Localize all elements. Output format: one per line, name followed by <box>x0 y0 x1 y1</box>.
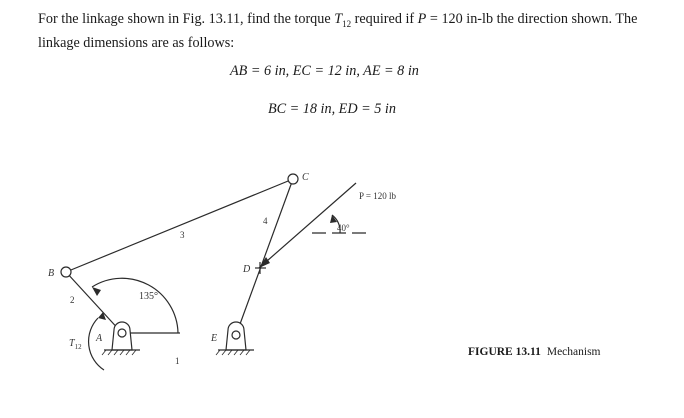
problem-statement <box>38 10 658 53</box>
dimensions-equation-2: BC = 18 in, ED = 5 in <box>268 101 396 117</box>
joint-c <box>288 174 298 184</box>
label-link-4: 4 <box>263 216 268 226</box>
dimensions-equation-1: AB = 6 in, EC = 12 in, AE = 8 in <box>230 63 419 79</box>
label-link-3: 3 <box>180 230 185 240</box>
force-p-label: P = 120 lb <box>359 191 396 201</box>
label-link-1: 1 <box>175 356 180 366</box>
link-3-bc <box>66 179 293 272</box>
problem-text-1: For the linkage shown in Fig. 13.11, find the torque <box>38 11 335 27</box>
force-symbol-text: P <box>417 11 427 27</box>
torque-label-symbol: T <box>69 338 75 349</box>
joint-b <box>61 267 71 277</box>
link-4-ec <box>236 179 293 335</box>
angle-135-arc <box>92 278 178 333</box>
label-d: D <box>243 264 251 275</box>
torque-label <box>69 338 82 351</box>
label-link-2: 2 <box>70 295 75 305</box>
ground-support-e <box>218 322 254 350</box>
problem-text-2: required if <box>351 11 418 27</box>
torque-label-subscript: 12 <box>74 343 82 351</box>
torque-symbol-text: T <box>334 11 343 27</box>
torque-arrowhead <box>98 312 106 320</box>
force-angle-label: 40° <box>337 223 350 233</box>
problem-text-3: = 120 in-lb the direction shown. The linkage dimensions are as follows: <box>38 11 638 51</box>
torque-arc <box>89 318 104 370</box>
label-e: E <box>211 333 218 344</box>
figure-caption-title: Mechanism <box>546 346 601 358</box>
angle-arrowhead <box>92 287 101 296</box>
mechanism-figure <box>0 150 684 418</box>
label-a: A <box>96 333 103 344</box>
figure-caption-label: FIGURE 13.11 <box>468 346 541 358</box>
figure-caption <box>468 346 601 358</box>
label-b: B <box>48 268 55 279</box>
torque-subscript-text: 12 <box>342 18 352 29</box>
angle-135-label: 135° <box>139 291 158 302</box>
label-c: C <box>302 172 309 183</box>
ground-support-a <box>104 322 140 350</box>
